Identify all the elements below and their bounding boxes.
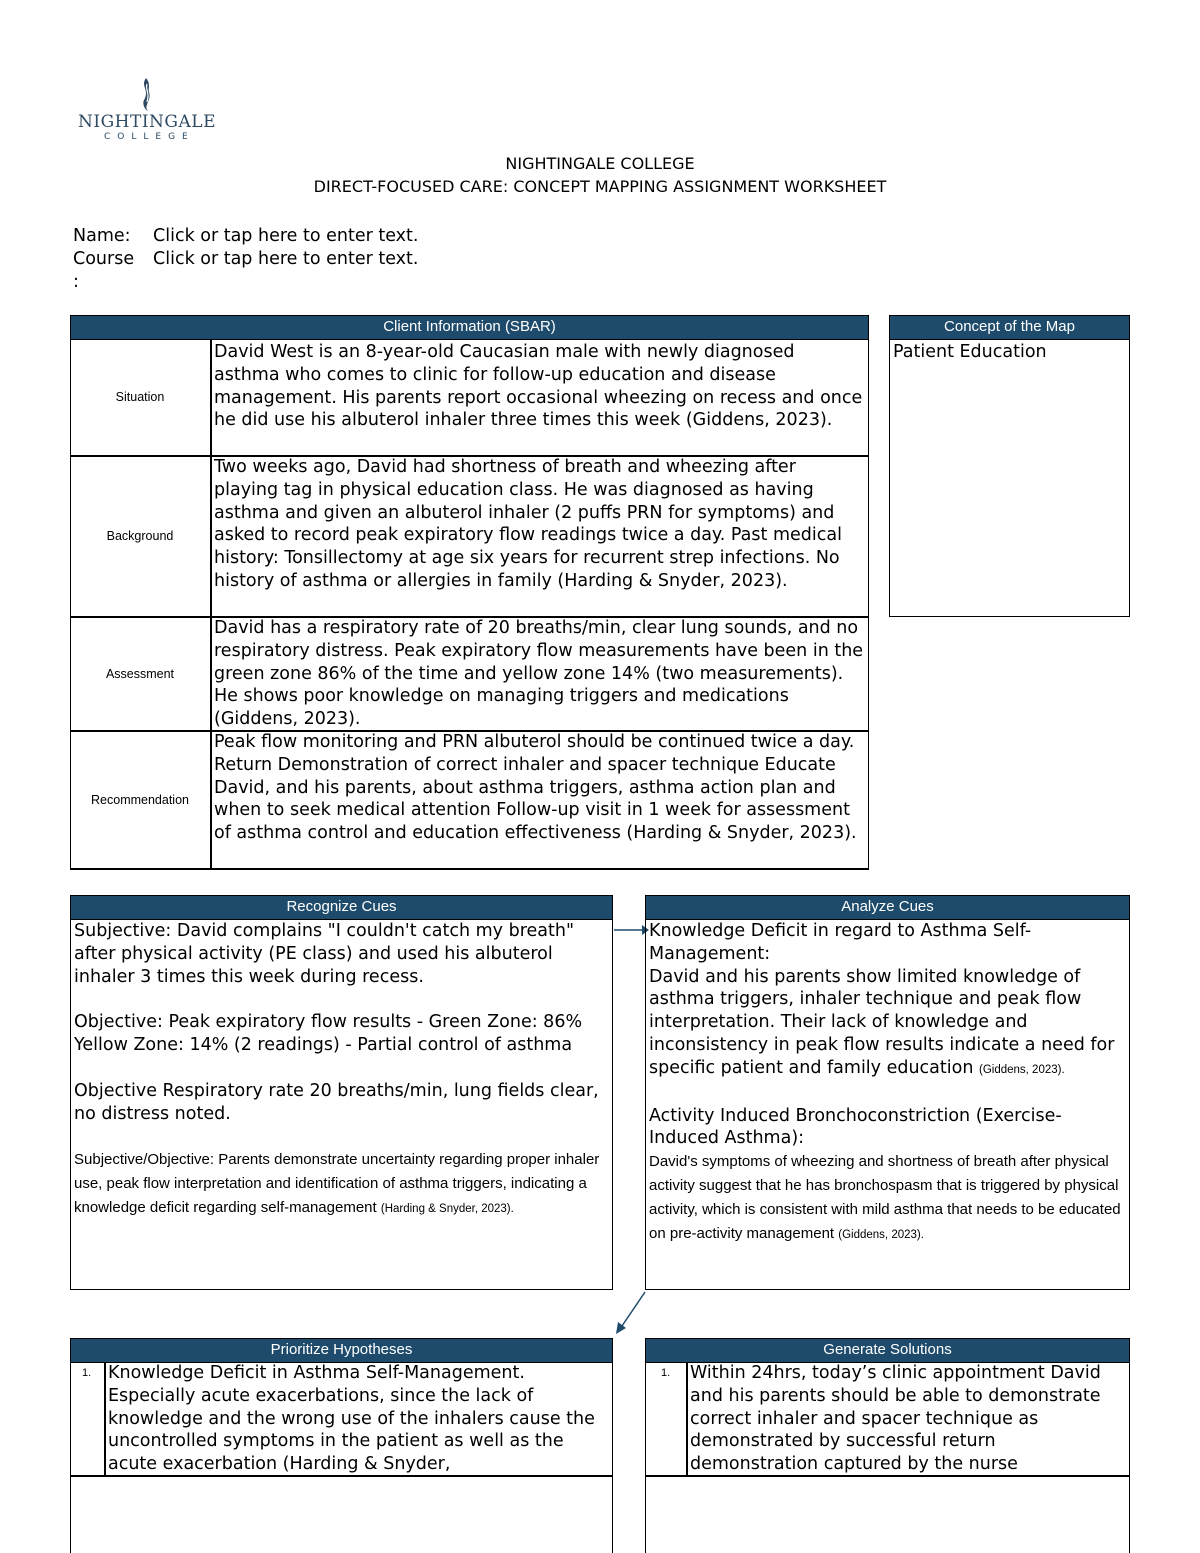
logo-subtitle: COLLEGE [104, 132, 195, 142]
sbar-label-assessment: Assessment [105, 667, 175, 681]
analyze-activity-text: David's symptoms of wheezing and shortness of breath after physical activity suggest that he has bronchospasm that is triggered by physical activity, which is consistent with mild asthma that needs to be educated on pre-activity management (Giddens, 2023). [649, 1153, 1121, 1243]
sbar-recommendation-text: Peak flow monitoring and PRN albuterol should be continued twice a day. Return Demonstration of correct inhaler and spacer technique Educate David, and his parents, about asthma triggers, asthma action plan and when to seek medical attention Follow-up visit in 1 week for assessment of asthma control and education effectiveness (Harding & Snyder, 2023). [214, 732, 857, 844]
concept-box [889, 339, 1130, 617]
analyze-heading-knowledge: Knowledge Deficit in regard to Asthma Self-Management: [649, 921, 1032, 964]
sbar-label-recommendation: Recommendation [91, 793, 189, 807]
arrow-down-left-icon [612, 1290, 648, 1336]
recognize-objective-peak: Objective: Peak expiratory flow results - Green Zone: 86% Yellow Zone: 14% (2 readings) - Partial control of asthma [74, 1012, 583, 1056]
analyze-cues-header: Analyze Cues [645, 895, 1130, 920]
sbar-assessment-text: David has a respiratory rate of 20 breaths/min, clear lung sounds, and no respiratory distress. Peak expiratory flow measurements have been in the green zone 86% of the time and yellow zone 14% (two measurements). He shows poor knowledge on managing triggers and medications (Giddens, 2023). [214, 618, 864, 730]
sbar-background-text: Two weeks ago, David had shortness of breath and wheezing after playing tag in physical education class. He was diagnosed as having asthma and given an albuterol inhaler (2 puffs PRN for symptoms) and asked to record peak expiratory flow readings twice a day. Past medical history: Tonsillectomy at age six years for recurrent strep infections. No history of asthma or allergies in family (Harding & Snyder, 2023). [214, 457, 842, 591]
logo-wordmark: NIGHTINGALE [78, 112, 216, 132]
prioritize-number: 1. [82, 1367, 92, 1379]
sbar-label-background: Background [106, 529, 174, 543]
recognize-subjective: Subjective: David complains "I couldn't catch my breath" after physical activity (PE class) and used his albuterol inhaler 3 times this week during recess. [74, 921, 575, 987]
generate-text: Within 24hrs, today’s clinic appointment David and his parents should be able to demonstrate correct inhaler and spacer technique as demonstrated by successful return demonstration captured by the nurse [690, 1363, 1101, 1475]
analyze-cues-box [645, 919, 1130, 1290]
concept-value: Patient Education [893, 342, 1047, 362]
analyze-heading-activity: Activity Induced Bronchoconstriction (Exercise-Induced Asthma): [649, 1105, 1062, 1149]
recognize-objective-resp: Objective Respiratory rate 20 breaths/min, lung fields clear, no distress noted. [74, 1080, 599, 1124]
course-input[interactable]: Click or tap here to enter text. [153, 249, 419, 269]
generate-number: 1. [661, 1367, 671, 1379]
prioritize-text: Knowledge Deficit in Asthma Self-Management. Especially acute exacerbations, since the lack of knowledge and the wrong use of the inhalers cause the uncontrolled symptoms in the patient as well as the acute exacerbation (Harding & Snyder, [108, 1363, 595, 1475]
sbar-label-situation: Situation [115, 390, 165, 404]
name-input[interactable]: Click or tap here to enter text. [153, 226, 419, 246]
sbar-header: Client Information (SBAR) [70, 315, 869, 340]
course-label: Course [73, 249, 135, 269]
analyze-knowledge-text: David and his parents show limited knowledge of asthma triggers, inhaler technique and peak flow interpretation. Their lack of knowledge and inconsistency in peak flow results indicate a need for specific patient and family education (Giddens, 2023). [649, 966, 1115, 1078]
flame-logo-icon [136, 78, 156, 112]
concept-header: Concept of the Map [889, 315, 1130, 340]
course-colon: : [73, 272, 79, 292]
recognize-subjective-objective: Subjective/Objective: Parents demonstrate uncertainty regarding proper inhaler use, peak flow interpretation and identification of asthma triggers, indicating a knowledge deficit regarding self-management (Harding & Snyder, 2023). [74, 1150, 600, 1216]
name-field-row [73, 226, 418, 246]
document-subtitle: DIRECT-FOCUSED CARE: CONCEPT MAPPING ASSIGNMENT WORKSHEET [313, 177, 887, 196]
sbar-situation-text: David West is an 8-year-old Caucasian male with newly diagnosed asthma who comes to clinic for follow-up education and disease management. His parents report occasional wheezing on recess and once he did use his albuterol inhaler three times this week (Giddens, 2023). [214, 342, 863, 431]
prioritize-hypotheses-header: Prioritize Hypotheses [70, 1338, 613, 1363]
generate-solutions-header: Generate Solutions [645, 1338, 1130, 1363]
recognize-cues-box [70, 919, 613, 1290]
course-field-row [73, 249, 418, 269]
document-title: NIGHTINGALE COLLEGE [505, 154, 695, 173]
college-logo [78, 78, 216, 148]
recognize-cues-header: Recognize Cues [70, 895, 613, 920]
name-label: Name: [73, 226, 131, 246]
